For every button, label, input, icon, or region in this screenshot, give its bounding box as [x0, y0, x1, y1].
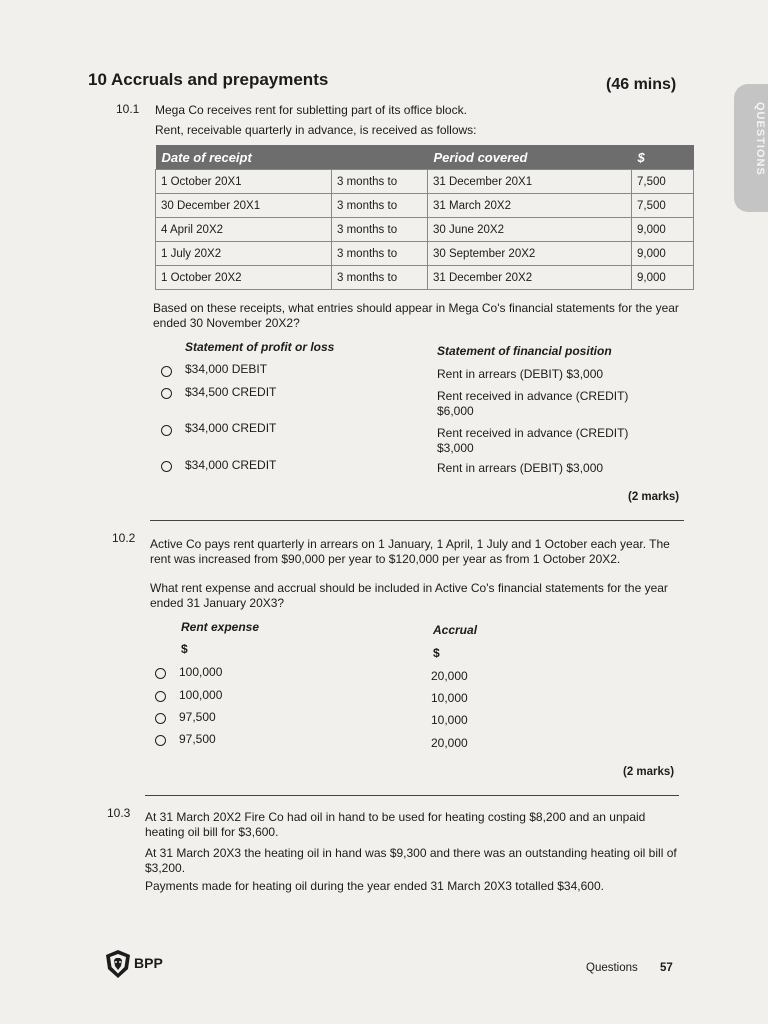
question-number: 10.1 [116, 102, 140, 116]
table-header: $ [632, 145, 694, 170]
column-heading: Accrual [433, 623, 478, 637]
question-text: Payments made for heating oil during the year ended 31 March 20X3 totalled $34,600. [145, 879, 604, 893]
divider [145, 795, 679, 796]
answer-radio[interactable] [161, 461, 172, 472]
table-cell: 3 months to [332, 170, 428, 194]
marks-label: (2 marks) [628, 491, 680, 503]
bpp-lion-logo [104, 949, 132, 984]
table-row [156, 194, 694, 218]
answer-radio[interactable] [161, 366, 172, 377]
table-cell: 9,000 [632, 218, 694, 242]
unit-label: $ [433, 646, 440, 660]
table-cell: 1 October 20X1 [156, 170, 332, 194]
column-heading: Statement of profit or loss [185, 340, 335, 354]
question-number: 10.2 [112, 531, 136, 545]
question-text: What rent expense and accrual should be included in Active Co's financial statements for the year ended 31 January 20X3? [150, 581, 668, 610]
brand-name: BPP [134, 955, 163, 971]
table-cell: 31 December 20X2 [428, 266, 632, 290]
question-intro: Mega Co receives rent for subletting part of its office block. [155, 103, 467, 117]
answer-option: 20,000 [431, 736, 468, 750]
chapter-title: 10 Accruals and prepayments [88, 70, 329, 89]
answer-radio[interactable] [155, 735, 166, 746]
table-cell: 30 June 20X2 [428, 218, 632, 242]
table-cell: 9,000 [632, 242, 694, 266]
table-header-row [156, 145, 694, 170]
table-cell: 3 months to [332, 266, 428, 290]
table-cell: 1 October 20X2 [156, 266, 332, 290]
table-row [156, 170, 694, 194]
table-cell: 7,500 [632, 194, 694, 218]
table-header [332, 145, 428, 170]
answer-radio[interactable] [161, 388, 172, 399]
table-cell: 30 September 20X2 [428, 242, 632, 266]
answer-option: $34,000 CREDIT [185, 458, 277, 472]
table-cell: 1 July 20X2 [156, 242, 332, 266]
answer-option: $34,000 DEBIT [185, 362, 268, 376]
table-cell: 9,000 [632, 266, 694, 290]
table-cell: 3 months to [332, 218, 428, 242]
question-number: 10.3 [107, 806, 131, 820]
answer-option: Rent in arrears (DEBIT) $3,000 [437, 367, 604, 381]
answer-option: 10,000 [431, 713, 468, 727]
answer-option: 97,500 [179, 732, 216, 746]
marks-label: (2 marks) [623, 766, 675, 778]
page-number: 57 [660, 962, 673, 974]
answer-radio[interactable] [155, 691, 166, 702]
table-row [156, 242, 694, 266]
column-heading: Rent expense [181, 620, 260, 634]
table-cell: 31 March 20X2 [428, 194, 632, 218]
table-cell: 4 April 20X2 [156, 218, 332, 242]
unit-label: $ [181, 642, 188, 656]
answer-option: 100,000 [179, 688, 223, 702]
table-header: Date of receipt [156, 145, 332, 170]
answer-radio[interactable] [155, 713, 166, 724]
answer-radio[interactable] [161, 425, 172, 436]
answer-radio[interactable] [155, 668, 166, 679]
answer-option: 97,500 [179, 710, 216, 724]
answer-option: $34,000 CREDIT [185, 421, 277, 435]
table-cell: 31 December 20X1 [428, 170, 632, 194]
answer-option: Rent in arrears (DEBIT) $3,000 [437, 461, 604, 475]
table-cell: 7,500 [632, 170, 694, 194]
footer-section-label: Questions [586, 962, 638, 974]
answer-option: 10,000 [431, 691, 468, 705]
questions-side-tab [734, 84, 768, 212]
table-cell: 30 December 20X1 [156, 194, 332, 218]
table-cell: 3 months to [332, 242, 428, 266]
receipts-table [155, 145, 694, 290]
question-text: Based on these receipts, what entries should appear in Mega Co's financial statements for the year ended 30 November 20X2? [153, 301, 679, 330]
answer-option: Rent received in advance (CREDIT) $3,000 [437, 426, 629, 455]
answer-option: 20,000 [431, 669, 468, 683]
question-text: At 31 March 20X3 the heating oil in hand was $9,300 and there was an outstanding heating oil bill of $3,200. [145, 846, 677, 875]
table-cell: 3 months to [332, 194, 428, 218]
table-header: Period covered [428, 145, 632, 170]
table-row [156, 266, 694, 290]
question-text: At 31 March 20X2 Fire Co had oil in hand to be used for heating costing $8,200 and an unpaid heating oil bill for $3,600. [145, 810, 646, 839]
answer-option: 100,000 [179, 665, 223, 679]
answer-option: $34,500 CREDIT [185, 385, 277, 399]
question-intro: Rent, receivable quarterly in advance, is received as follows: [155, 123, 477, 137]
answer-option: Rent received in advance (CREDIT) $6,000 [437, 389, 629, 418]
time-allocation: (46 mins) [606, 76, 677, 93]
side-tab-label: QUESTIONS [754, 102, 766, 176]
column-heading: Statement of financial position [437, 344, 612, 358]
question-text: Active Co pays rent quarterly in arrears on 1 January, 1 April, 1 July and 1 October each year. The rent was increased from $90,000 per year to $120,000 per year as from 1 October 20X2. [150, 537, 670, 566]
table-row [156, 218, 694, 242]
divider [150, 520, 684, 521]
